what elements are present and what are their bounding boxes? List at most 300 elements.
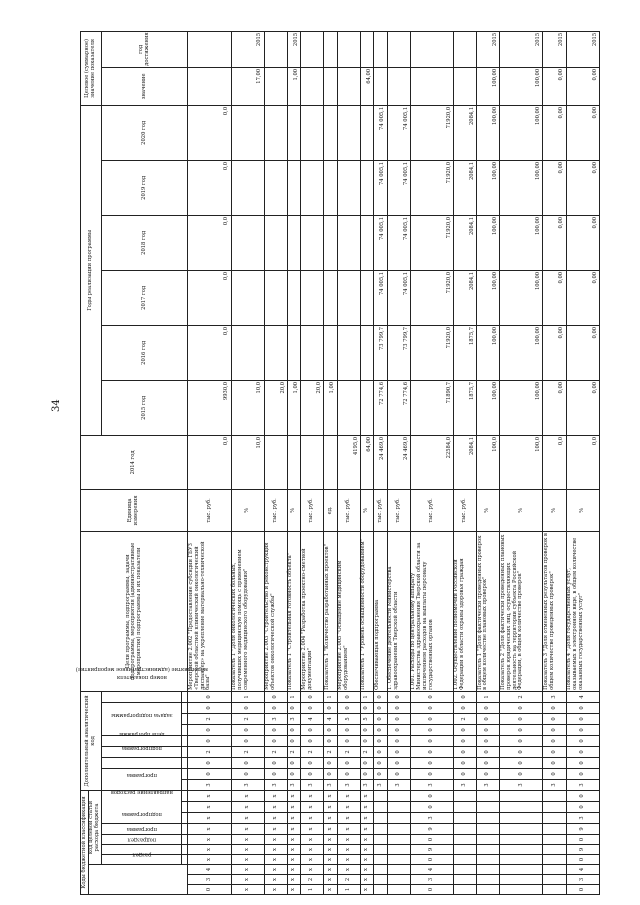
row-value-cell	[231, 160, 264, 215]
kbk-code-cell: х	[337, 855, 360, 865]
year-2018-header: 2018 год	[102, 215, 188, 270]
dop-code-cell: 0	[387, 724, 410, 735]
dop-code-cell: 0	[264, 757, 287, 768]
kbk-code-cell	[374, 835, 387, 845]
kbk-code-cell	[387, 802, 410, 813]
kbk-code-cell: 9	[566, 824, 599, 835]
dop-code-cell: 2	[231, 746, 264, 757]
row-value-cell: 20,0	[301, 380, 324, 435]
kbk-code-cell: х	[231, 802, 264, 813]
dop-code-cell: 0	[543, 746, 566, 757]
row-value-cell: 24 469,0	[374, 435, 387, 489]
target-value-cell: 17,00	[231, 67, 264, 105]
dop-code-cell: 0	[374, 713, 387, 724]
kbk-code-cell: х	[287, 824, 300, 835]
row-value-cell: 73 799,7	[387, 325, 410, 380]
row-name-cell: Показатель 1 "Доля онкологических больных, получивших медицинскую помощь с применением современного медицинского оборудования"	[231, 531, 264, 691]
kbk-code-cell	[477, 835, 500, 845]
row-value-cell: 72 774,6	[387, 380, 410, 435]
row-name-cell: 1. Обеспечение деятельности Министерства здравоохранения Тверской области	[387, 531, 410, 691]
dop-code-cell: 0	[410, 768, 453, 779]
kbk-code-cell: 9	[410, 824, 453, 835]
dop-code-cell: 0	[477, 768, 500, 779]
table-row	[477, 31, 500, 894]
kbk-code-cell	[374, 790, 387, 801]
kbk-code-cell: х	[287, 855, 300, 865]
kbk-code-cell: х	[188, 835, 231, 845]
dop-code-cell: 3	[264, 713, 287, 724]
target-value-cell	[324, 67, 337, 105]
table-row	[543, 31, 566, 894]
kbk-code-cell	[543, 885, 566, 895]
dop-code-cell: 0	[387, 702, 410, 713]
target-year-cell: 2015	[231, 31, 264, 67]
kbk-code-cell	[453, 790, 476, 801]
dop-code-cell: 0	[410, 713, 453, 724]
row-value-cell	[301, 270, 324, 325]
dop-code-cell: 1	[231, 691, 264, 702]
target-value-cell	[264, 67, 287, 105]
kbk-code-cell: х	[287, 790, 300, 801]
target-value-cell	[301, 67, 324, 105]
dop-code-cell: 0	[387, 757, 410, 768]
kbk-code-cell: х	[287, 875, 300, 885]
target-group-header: Целевое (суммарное) значение показателя	[81, 31, 102, 105]
kbk-code-cell	[543, 875, 566, 885]
dop-code-cell: 0	[500, 746, 543, 757]
dop-code-cell: 0	[566, 735, 599, 746]
dop-code-cell: 0	[387, 735, 410, 746]
dop-code-cell: 0	[231, 702, 264, 713]
row-value-cell: 74 005,1	[387, 160, 410, 215]
row-value-cell: 1,00	[287, 380, 300, 435]
kbk-code-cell	[453, 875, 476, 885]
kbk-code-cell: 0	[566, 885, 599, 895]
dop-code-cell: 0	[387, 746, 410, 757]
target-value-cell: 100,00	[500, 67, 543, 105]
row-value-cell	[287, 435, 300, 489]
kbk-code-cell: х	[324, 855, 337, 865]
kbk-gr-header	[88, 865, 188, 895]
dop-code-cell: 0	[453, 768, 476, 779]
kbk-code-cell: х	[324, 802, 337, 813]
row-value-cell: 0,00	[566, 215, 599, 270]
kbk-code-cell: х	[324, 813, 337, 824]
row-value-cell: 71890,7	[410, 380, 453, 435]
dop-code-cell: 0	[410, 724, 453, 735]
dop-code-cell: 3	[287, 713, 300, 724]
dop-code-cell: 0	[188, 735, 231, 746]
dop-code-cell: 0	[360, 757, 373, 768]
kbk-code-cell: х	[231, 875, 264, 885]
kbk-code-cell: х	[264, 802, 287, 813]
table-row	[324, 31, 337, 894]
row-value-cell: 100,00	[477, 380, 500, 435]
dop-code-cell: 0	[360, 702, 373, 713]
kbk-code-cell: х	[360, 865, 373, 875]
row-value-cell	[264, 105, 287, 160]
dop-code-cell: 0	[264, 691, 287, 702]
dop-group-header: Дополнительный аналитический код	[81, 691, 102, 790]
row-value-cell: 74 005,1	[374, 215, 387, 270]
kbk-code-cell: х	[337, 835, 360, 845]
dop-code-cell: 0	[566, 724, 599, 735]
dop-code-cell: 0	[477, 757, 500, 768]
dop-zadacha-header: задача подпрограммы	[102, 735, 182, 746]
dop-code-cell: 3	[566, 779, 599, 790]
kbk-code-cell: х	[231, 855, 264, 865]
row-name-cell: Показатель 1 "Уровень оснащенности оборудованием"	[360, 531, 373, 691]
kbk-code-cell	[543, 824, 566, 835]
kbk-code-cell: х	[324, 824, 337, 835]
dop-code-cell: 0	[374, 724, 387, 735]
row-value-cell	[360, 215, 373, 270]
row-unit-cell: тыс. руб.	[387, 489, 410, 531]
kbk-code-cell: 0	[566, 855, 599, 865]
kbk-code-cell: 3	[566, 813, 599, 824]
kbk-code-cell	[477, 845, 500, 855]
dop-code-cell: 0	[301, 757, 324, 768]
kbk-group-header: Коды бюджетной классификации	[81, 790, 89, 894]
row-value-cell: 2084,1	[453, 435, 476, 489]
row-name-cell: 1.001. Расходы по центральному аппарату Министерства здравоохранения Тверской области за исключением расходов на выплаты персоналу государственных органов	[410, 531, 453, 691]
row-value-cell	[324, 105, 337, 160]
kbk-code-cell: х	[188, 845, 231, 855]
row-value-cell	[231, 215, 264, 270]
row-value-cell	[360, 105, 373, 160]
row-value-cell	[301, 160, 324, 215]
row-value-cell: 74 005,1	[387, 270, 410, 325]
row-value-cell: 1875,7	[453, 380, 476, 435]
kbk-code-cell: х	[301, 790, 324, 801]
dop-code-cell: 0	[477, 713, 500, 724]
row-value-cell: 100,00	[477, 215, 500, 270]
row-value-cell: 100,00	[500, 270, 543, 325]
row-value-cell: 0,0	[188, 105, 231, 160]
kbk-code-cell: 3	[566, 875, 599, 885]
dop-code-cell: 0	[543, 757, 566, 768]
row-value-cell: 71920,0	[410, 325, 453, 380]
row-value-cell	[264, 435, 287, 489]
kbk-code-cell: х	[301, 855, 324, 865]
kbk-code-cell: х	[301, 835, 324, 845]
row-value-cell: 100,00	[500, 105, 543, 160]
kbk-code-cell: х	[231, 835, 264, 845]
dop-code-cell: 0	[188, 702, 231, 713]
dop-code-cell: 0	[374, 757, 387, 768]
kbk-code-cell: 3	[188, 875, 231, 885]
kbk-code-cell: 0	[410, 835, 453, 845]
row-value-cell: 71920,0	[410, 105, 453, 160]
kbk-code-cell	[543, 813, 566, 824]
row-value-cell: 72 774,6	[374, 380, 387, 435]
row-value-cell	[287, 160, 300, 215]
program-table	[75, 31, 600, 895]
kbk-code-cell: х	[360, 813, 373, 824]
kbk-code-cell: х	[188, 855, 231, 865]
dop-code-cell: 2	[360, 746, 373, 757]
table-row	[360, 31, 373, 894]
row-value-cell: 0,00	[566, 325, 599, 380]
dop-code-cell: 5	[337, 713, 360, 724]
year-2019-header: 2019 год	[102, 160, 188, 215]
dop-code-cell: 0	[287, 702, 300, 713]
kbk-code-cell: х	[301, 813, 324, 824]
dop-code-cell: 0	[543, 713, 566, 724]
dop-code-cell: 0	[188, 724, 231, 735]
dop-code-cell: 0	[337, 757, 360, 768]
table-row	[410, 31, 453, 894]
dop-code-cell: 3	[264, 779, 287, 790]
dop-code-cell: 0	[231, 757, 264, 768]
kbk-code-cell: х	[231, 865, 264, 875]
row-value-cell	[301, 325, 324, 380]
dop-code-cell: 0	[543, 768, 566, 779]
row-value-cell	[337, 380, 360, 435]
kbk-code-cell: х	[287, 845, 300, 855]
dop-code-cell: 3	[231, 779, 264, 790]
row-value-cell	[337, 270, 360, 325]
dop-code-cell: 0	[566, 768, 599, 779]
dop-code-cell: 0	[360, 724, 373, 735]
kbk-code-cell	[387, 835, 410, 845]
kbk-code-cell	[453, 824, 476, 835]
kbk-code-cell	[374, 813, 387, 824]
row-value-cell: 100,00	[500, 160, 543, 215]
dop-code-cell: 0	[477, 746, 500, 757]
target-year-cell: 2015	[500, 31, 543, 67]
year-2017-header: 2017 год	[102, 270, 188, 325]
row-value-cell: 100,00	[477, 105, 500, 160]
dop-code-cell: 0	[374, 735, 387, 746]
target-value-cell	[410, 67, 453, 105]
target-year-cell: 2015	[543, 31, 566, 67]
kbk-code-cell: х	[188, 790, 231, 801]
dop-code-cell: 3	[543, 779, 566, 790]
target-value-cell: 100,00	[477, 67, 500, 105]
dop-code-cell: 0	[477, 724, 500, 735]
kbk-code-cell: 0	[410, 855, 453, 865]
kbk-razdel-header: раздел	[102, 855, 182, 865]
kbk-code-cell	[374, 824, 387, 835]
kbk-code-cell	[500, 885, 543, 895]
kbk-code-cell	[387, 813, 410, 824]
kbk-code-cell: х	[301, 845, 324, 855]
kbk-code-cell	[500, 875, 543, 885]
dop-code-cell: 0	[188, 757, 231, 768]
dop-code-cell: 0	[287, 724, 300, 735]
kbk-code-cell: х	[264, 813, 287, 824]
kbk-code-cell	[543, 802, 566, 813]
table-row	[287, 31, 300, 894]
target-year-header: год достижения	[102, 31, 188, 67]
dop-code-cell: 0	[453, 702, 476, 713]
kbk-code-cell: х	[264, 875, 287, 885]
row-unit-cell: тыс. руб.	[301, 489, 324, 531]
page-number: 34	[51, 399, 62, 412]
target-value-cell	[453, 67, 476, 105]
row-unit-cell: %	[566, 489, 599, 531]
dop-code-cell: 0	[500, 713, 543, 724]
dop-code-cell: 0	[337, 724, 360, 735]
kbk-code-cell	[477, 885, 500, 895]
dop-code-cell: 3	[287, 779, 300, 790]
target-year-cell	[324, 31, 337, 67]
kbk-code-cell	[500, 865, 543, 875]
dop-code-cell: 0	[387, 713, 410, 724]
row-value-cell: 22584,0	[410, 435, 453, 489]
kbk-code-cell: х	[360, 855, 373, 865]
dop-code-cell: 0	[410, 746, 453, 757]
dop-code-cell: 0	[374, 702, 387, 713]
row-name-cell: Показатель 3 "Доля отмененных результатов проверок в общем количестве проведенных проверок"	[543, 531, 566, 691]
kbk-code-cell	[477, 824, 500, 835]
dop-code-cell: 5	[360, 713, 373, 724]
dop-code-cell: 0	[324, 757, 337, 768]
row-value-cell	[264, 270, 287, 325]
name-header: Цели программы, подпрограммы, задачи подпрограммы, мероприятия (административные мероприятия) подпрограммы и их показатели	[81, 531, 188, 691]
dop-code-cell: 0	[453, 735, 476, 746]
kbk-code-cell: х	[264, 835, 287, 845]
kbk-code-cell: х	[231, 885, 264, 895]
target-value-cell	[188, 67, 231, 105]
kbk-code-cell	[374, 865, 387, 875]
dop-code-cell: 0	[264, 735, 287, 746]
dop-code-cell: 0	[360, 768, 373, 779]
kbk-code-cell: х	[231, 845, 264, 855]
row-unit-cell: тыс. руб.	[264, 489, 287, 531]
kbk-code-cell	[500, 790, 543, 801]
kbk-podprogramma-header: подпрограмма	[102, 824, 182, 835]
kbk-code-cell: 2	[337, 875, 360, 885]
row-value-cell	[324, 160, 337, 215]
dop-code-cell: 0	[337, 768, 360, 779]
kbk-code-cell: 0	[566, 802, 599, 813]
row-value-cell: 71920,0	[410, 215, 453, 270]
row-value-cell: 100,00	[477, 270, 500, 325]
kbk-code-cell: х	[188, 824, 231, 835]
kbk-code-cell: х	[264, 790, 287, 801]
dop-code-cell: 0	[566, 757, 599, 768]
row-value-cell: 10,0	[231, 435, 264, 489]
row-value-cell	[324, 435, 337, 489]
row-value-cell	[337, 215, 360, 270]
dop-code-cell: 0	[374, 691, 387, 702]
dop-code-cell: 3	[374, 779, 387, 790]
target-value-header: значение	[102, 67, 188, 105]
dop-code-cell: 2	[301, 746, 324, 757]
kbk-code-cell	[453, 865, 476, 875]
row-value-cell: 0,0	[188, 325, 231, 380]
row-value-cell: 100,00	[477, 325, 500, 380]
dop-code-cell: 0	[287, 768, 300, 779]
dop-code-cell: 3	[543, 691, 566, 702]
year-2014-header: 2014 год	[81, 435, 188, 489]
row-name-cell: 1.002. Осуществление полномочий Российской Федерации в области охраны здоровья граждан	[453, 531, 476, 691]
dop-code-cell: 0	[543, 724, 566, 735]
kbk-code-cell: 0	[410, 885, 453, 895]
kbk-code-cell: х	[287, 885, 300, 895]
row-value-cell: 2084,1	[453, 215, 476, 270]
dop-code-cell: 0	[324, 724, 337, 735]
row-unit-cell: %	[500, 489, 543, 531]
dop-code-cell: 3	[477, 779, 500, 790]
row-unit-cell: %	[360, 489, 373, 531]
row-value-cell	[287, 105, 300, 160]
row-value-cell	[231, 105, 264, 160]
kbk-code-cell	[477, 875, 500, 885]
dop-code-cell: 3	[387, 779, 410, 790]
kbk-code-cell: х	[264, 845, 287, 855]
dop-code-cell: 0	[477, 735, 500, 746]
kbk-code-cell: х	[360, 845, 373, 855]
row-value-cell: 100,0	[500, 435, 543, 489]
kbk-code-cell: х	[337, 790, 360, 801]
dop-code-cell: 0	[500, 735, 543, 746]
dop-code-cell: 2	[337, 746, 360, 757]
table-row	[500, 31, 543, 894]
kbk-code-cell: 3	[410, 813, 453, 824]
row-unit-cell: %	[477, 489, 500, 531]
row-value-cell: 10,0	[231, 380, 264, 435]
dop-code-cell: 2	[500, 691, 543, 702]
rotated-document	[75, 32, 600, 895]
row-value-cell: 0,00	[543, 270, 566, 325]
row-value-cell: 0,0	[188, 160, 231, 215]
dop-code-cell: 1	[287, 691, 300, 702]
row-value-cell	[360, 325, 373, 380]
kbk-code-cell	[387, 885, 410, 895]
kbk-code-cell: х	[264, 855, 287, 865]
target-value-cell	[337, 67, 360, 105]
kbk-code-cell: х	[231, 824, 264, 835]
kbk-code-cell: х	[287, 802, 300, 813]
dop-code-cell: 0	[566, 746, 599, 757]
target-year-cell	[337, 31, 360, 67]
dop-code-cell: 3	[337, 779, 360, 790]
row-value-cell: 73 799,7	[374, 325, 387, 380]
row-unit-cell: тыс. руб.	[188, 489, 231, 531]
row-name-cell: Показатель 2 "Доля фактически проведенных плановых проверок юридических лиц, осуществляющих деятельность на территории субъекта Российской Федерации, в общем количестве проверок"	[500, 531, 543, 691]
kbk-code-cell	[477, 790, 500, 801]
dop-code-cell: 0	[264, 768, 287, 779]
kbk-code-cell: х	[301, 824, 324, 835]
kbk-code-cell: 0	[188, 885, 231, 895]
row-value-cell: 0,0	[188, 435, 231, 489]
kbk-code-cell: 0	[566, 790, 599, 801]
kbk-code-cell: х	[337, 802, 360, 813]
kbk-code-cell	[387, 865, 410, 875]
row-value-cell	[324, 215, 337, 270]
row-value-cell: 100,00	[500, 215, 543, 270]
kbk-code-cell: х	[264, 865, 287, 875]
kbk-code-cell: 9	[566, 845, 599, 855]
row-value-cell	[287, 215, 300, 270]
dop-code-cell: 0	[453, 746, 476, 757]
dop-code-cell: 0	[264, 702, 287, 713]
row-value-cell: 0,0	[566, 435, 599, 489]
row-name-cell: Показатель 1 "Строительная готовность объекта"	[287, 531, 300, 691]
kbk-podrazdel-header: подраздел	[102, 845, 182, 855]
row-value-cell: 0,00	[566, 105, 599, 160]
dop-code-cell: 0	[324, 768, 337, 779]
target-year-cell: 2015	[477, 31, 500, 67]
kbk-code-cell	[543, 855, 566, 865]
dop-code-cell: 0	[500, 768, 543, 779]
row-name-cell: Мероприятие 2.002 "Предоставление субсидии ГБУЗ «Тверской областной клинический онкологический диспансер» на укрепление материально-технической базы"	[188, 531, 231, 691]
kbk-code-cell	[374, 855, 387, 865]
dop-code-cell: 0	[337, 702, 360, 713]
